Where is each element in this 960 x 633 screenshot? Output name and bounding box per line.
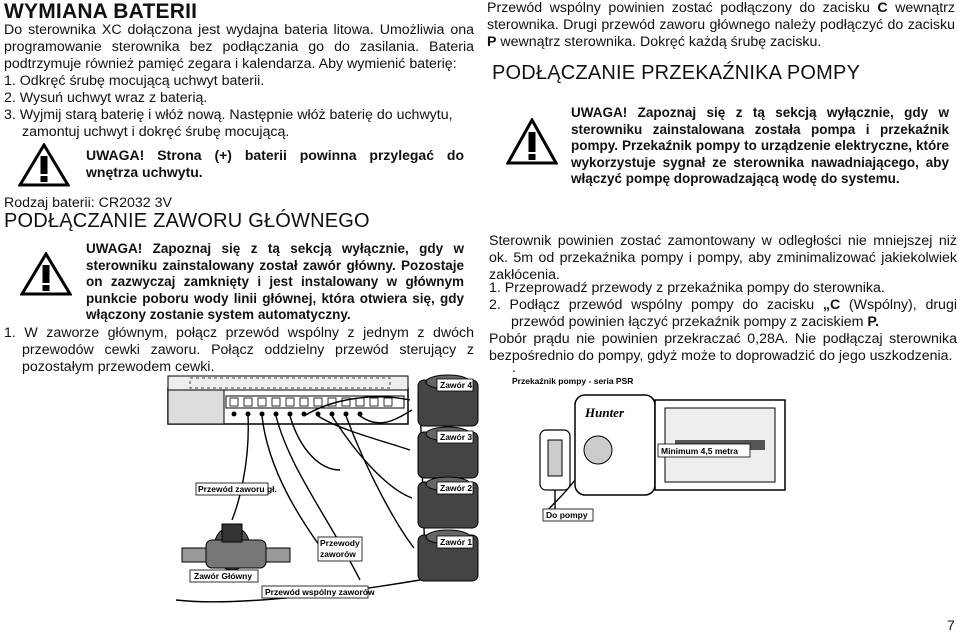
pump-step-2-text-a: 2. Podłącz przewód wspólny pompy do zacisku: [489, 297, 823, 313]
pump-distance-paragraph: Sterownik powinien zostać zamontowany w odległości nie mniejszej niż ok. 5m od przekaźnika pompy i pompy, aby zminimalizować jakiekolwiek zakłócenia.: [489, 233, 957, 283]
common-wire-text-a: Przewód wspólny powinien zostać podłączony do zacisku: [487, 0, 878, 16]
label-min-distance: Minimum 4,5 metra: [661, 446, 738, 456]
label-common-wire: Przewód wspólny zaworów: [265, 587, 375, 597]
battery-type: Rodzaj baterii: CR2032 3V: [4, 195, 172, 211]
warning-icon: [18, 143, 70, 187]
warning-master-valve: UWAGA! Zapoznaj się z tą sekcją wyłącznie, gdy w sterowniku zainstalowany został zawór główny. Pozostaje on zazwyczaj zamknięty i jest instalowany w głównym punkcie poboru wody linii głównej, która otwiera się, gdy włączony zostanie system automatyczny.: [86, 241, 464, 322]
valve-step-1-line3: pozostałym przewodem cewki.: [22, 359, 215, 375]
pump-step-2-text-b: (Wspólny), drugi: [840, 297, 957, 313]
warning-battery-text-a: UWAGA! Strona (+) baterii powinna przylegać do: [86, 147, 464, 163]
valve-step-1-line2: przewodów cewki zaworu. Połącz oddzielny przewód sterujący z: [22, 342, 474, 358]
page-number: 7: [947, 617, 955, 633]
warning-icon: [20, 252, 72, 296]
pump-step-2-line2: [511, 314, 879, 331]
valve-step-1-line1: 1. W zaworze głównym, połącz przewód wspólny z jednym z dwóch: [4, 325, 474, 341]
warning-battery-line1: [86, 147, 464, 181]
battery-paragraph: Do sterownika XC dołączona jest wydajna bateria litowa. Umożliwia ona programowanie sterownika bez podłączania go do zasilania. Bateria podtrzymuje również pamięć zegara i kalendarza. Aby wymienić baterię:: [4, 22, 474, 72]
title-master-valve: PODŁĄCZANIE ZAWORU GŁÓWNEGO: [4, 210, 370, 232]
pump-terminal-c: „C: [822, 297, 841, 313]
label-master-valve: Zawór Główny: [194, 571, 253, 581]
battery-step-1: 1. Odkręć śrubę mocującą uchwyt baterii.: [4, 73, 265, 89]
warning-icon: [506, 118, 558, 166]
master-valve-image: [182, 524, 290, 570]
battery-step-2: 2. Wysuń uchwyt wraz z baterią.: [4, 90, 208, 106]
terminal-c: C: [877, 0, 888, 16]
terminal-p: P: [487, 34, 497, 50]
battery-step-3: 3. Wyjmij starą baterię i włóż nową. Następnie włóż baterię do uchwytu,: [4, 107, 453, 123]
label-to-pump: Do pompy: [546, 510, 588, 520]
dot-mark: .: [512, 360, 516, 376]
label-valve-2: Zawór 2: [440, 483, 473, 493]
warning-battery-text-b: wnętrza uchwytu.: [86, 164, 203, 180]
title-pump-relay: PODŁĄCZANIE PRZEKAŹNIKA POMPY: [492, 62, 861, 84]
label-pump-relay: Przekaźnik pompy - seria PSR: [512, 376, 634, 386]
common-wire-text-d: wewnątrz sterownika. Dokręć każdą śrubę zacisku.: [496, 34, 822, 50]
battery-step-3-cont: zamontuj uchwyt i dokręć śrubę mocującą.: [22, 124, 290, 140]
title-battery: WYMIANA BATERII: [4, 0, 198, 23]
wiring-diagram: [0, 366, 960, 633]
label-valve-1: Zawór 1: [440, 537, 473, 547]
label-valve-3: Zawór 3: [440, 432, 473, 442]
label-valve-wires-a: Przewody: [320, 538, 360, 548]
pump-step-2-line1: [489, 297, 957, 314]
common-wire-paragraph: [487, 0, 955, 51]
pump-current-paragraph: Pobór prądu nie powinien przekraczać 0,28A. Nie podłączaj sterownika bezpośrednio do pompy, gdyż może to doprowadzić do jego uszkodzenia.: [489, 331, 957, 364]
controller-brand: Hunter: [585, 405, 625, 420]
warning-pump-relay: UWAGA! Zapoznaj się z tą sekcją wyłącznie, gdy w sterowniku zainstalowana została pompa i przekaźnik pompy. Przekaźnik pompy to urządzenie elektryczne, które wykorzystuje sygnał ze sterownika nawadniającego, aby włączyć pompę doprowadzającą wodę do systemu.: [571, 105, 949, 186]
pump-terminal-p: P.: [867, 314, 879, 330]
label-master-valve-wire: Przewód zaworu gł.: [198, 484, 277, 494]
label-valve-wires-b: zaworów: [320, 549, 356, 559]
controller-image: [168, 376, 408, 424]
pump-step-1: 1. Przeprowadź przewody z przekaźnika pompy do sterownika.: [489, 280, 885, 296]
common-wire-text-b: wewnątrz sterownika. Drugi przewód zaworu głównego należy podłączyć do zacisku: [487, 0, 955, 33]
pump-step-2-text-c: przewód powinien łączyć przekaźnik pompy z zaciskiem: [511, 314, 868, 330]
label-valve-4: Zawór 4: [440, 380, 473, 390]
